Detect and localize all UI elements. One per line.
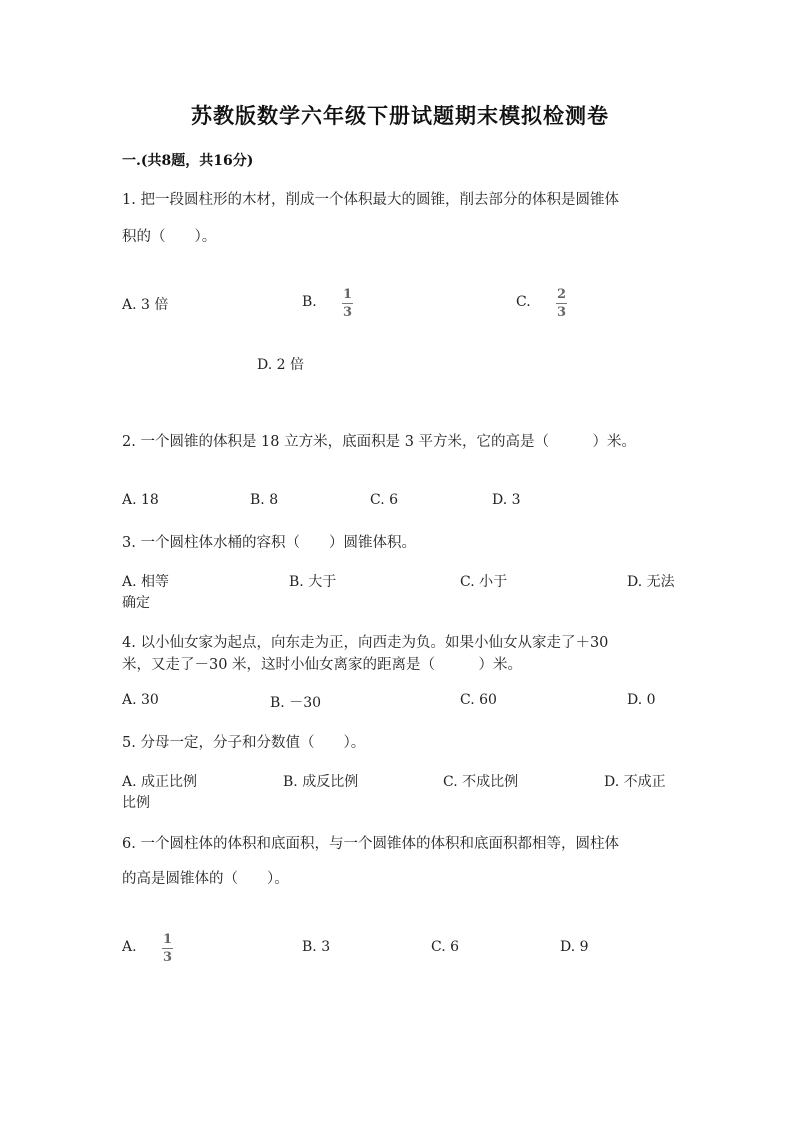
- fraction-denominator: 3: [163, 950, 173, 965]
- question-5-option-a[interactable]: A. 成正比例: [122, 774, 198, 790]
- question-6-option-b[interactable]: B. 3: [302, 939, 331, 955]
- question-2-option-a[interactable]: A. 18: [122, 492, 159, 508]
- question-4-option-c[interactable]: C. 60: [460, 692, 497, 708]
- question-2-option-d[interactable]: D. 3: [492, 492, 521, 508]
- question-1-option-a[interactable]: A. 3 倍: [122, 297, 169, 313]
- question-6-line-1: 6. 一个圆柱体的体积和底面积，与一个圆锥体的体积和底面积都相等，圆柱体: [122, 836, 619, 852]
- question-3-option-c[interactable]: C. 小于: [460, 574, 508, 590]
- question-1-line-2: 积的（ ）。: [122, 229, 217, 245]
- question-1-option-c-fraction: [556, 288, 567, 319]
- question-3-option-b[interactable]: B. 大于: [289, 574, 337, 590]
- question-3-option-d[interactable]: D. 无法: [627, 574, 675, 590]
- question-3-option-d-wrap: 确定: [122, 595, 150, 611]
- fraction-numerator: 1: [163, 932, 173, 947]
- question-1-option-b[interactable]: B.: [302, 294, 317, 310]
- question-6-option-c[interactable]: C. 6: [431, 939, 460, 955]
- question-2-option-b[interactable]: B. 8: [250, 492, 279, 508]
- question-1-option-c[interactable]: C.: [516, 294, 531, 310]
- fraction-numerator: 1: [343, 287, 353, 302]
- question-3-option-a[interactable]: A. 相等: [122, 574, 170, 590]
- question-4-option-b[interactable]: B. －30: [270, 695, 322, 711]
- question-1-option-d[interactable]: D. 2 倍: [257, 357, 304, 373]
- fraction-denominator: 3: [343, 305, 353, 320]
- question-1-line-1: 1. 把一段圆柱形的木材，削成一个体积最大的圆锥，削去部分的体积是圆锥体: [122, 192, 619, 208]
- question-5-line-1: 5. 分母一定，分子和分数值（ ）。: [122, 735, 366, 751]
- question-1-option-b-fraction: [342, 288, 353, 319]
- page-title: 苏教版数学六年级下册试题期末模拟检测卷: [191, 103, 609, 128]
- fraction-numerator: 2: [557, 287, 567, 302]
- question-2-option-c[interactable]: C. 6: [370, 492, 399, 508]
- question-6-option-d[interactable]: D. 9: [560, 939, 589, 955]
- question-5-option-d-wrap: 比例: [122, 795, 150, 811]
- question-6-option-a-fraction: [162, 933, 173, 964]
- question-4-option-a[interactable]: A. 30: [122, 692, 159, 708]
- section-heading: 一.(共8题，共16分): [122, 153, 254, 169]
- question-6-line-2: 的高是圆锥体的（ ）。: [122, 871, 289, 887]
- fraction-denominator: 3: [557, 305, 567, 320]
- question-2-line-1: 2. 一个圆锥的体积是 18 立方米，底面积是 3 平方米，它的高是（ ）米。: [122, 434, 637, 450]
- question-4-line-1: 4. 以小仙女家为起点，向东走为正，向西走为负。如果小仙女从家走了＋30: [122, 635, 609, 651]
- question-5-option-c[interactable]: C. 不成比例: [443, 774, 519, 790]
- question-4-option-d[interactable]: D. 0: [627, 692, 656, 708]
- question-5-option-d[interactable]: D. 不成正: [604, 774, 666, 790]
- question-5-option-b[interactable]: B. 成反比例: [283, 774, 359, 790]
- question-6-option-a[interactable]: A.: [122, 939, 137, 955]
- question-3-line-1: 3. 一个圆柱体水桶的容积（ ）圆锥体积。: [122, 535, 416, 551]
- question-4-line-2: 米，又走了－30 米，这时小仙女离家的距离是（ ）米。: [122, 657, 523, 673]
